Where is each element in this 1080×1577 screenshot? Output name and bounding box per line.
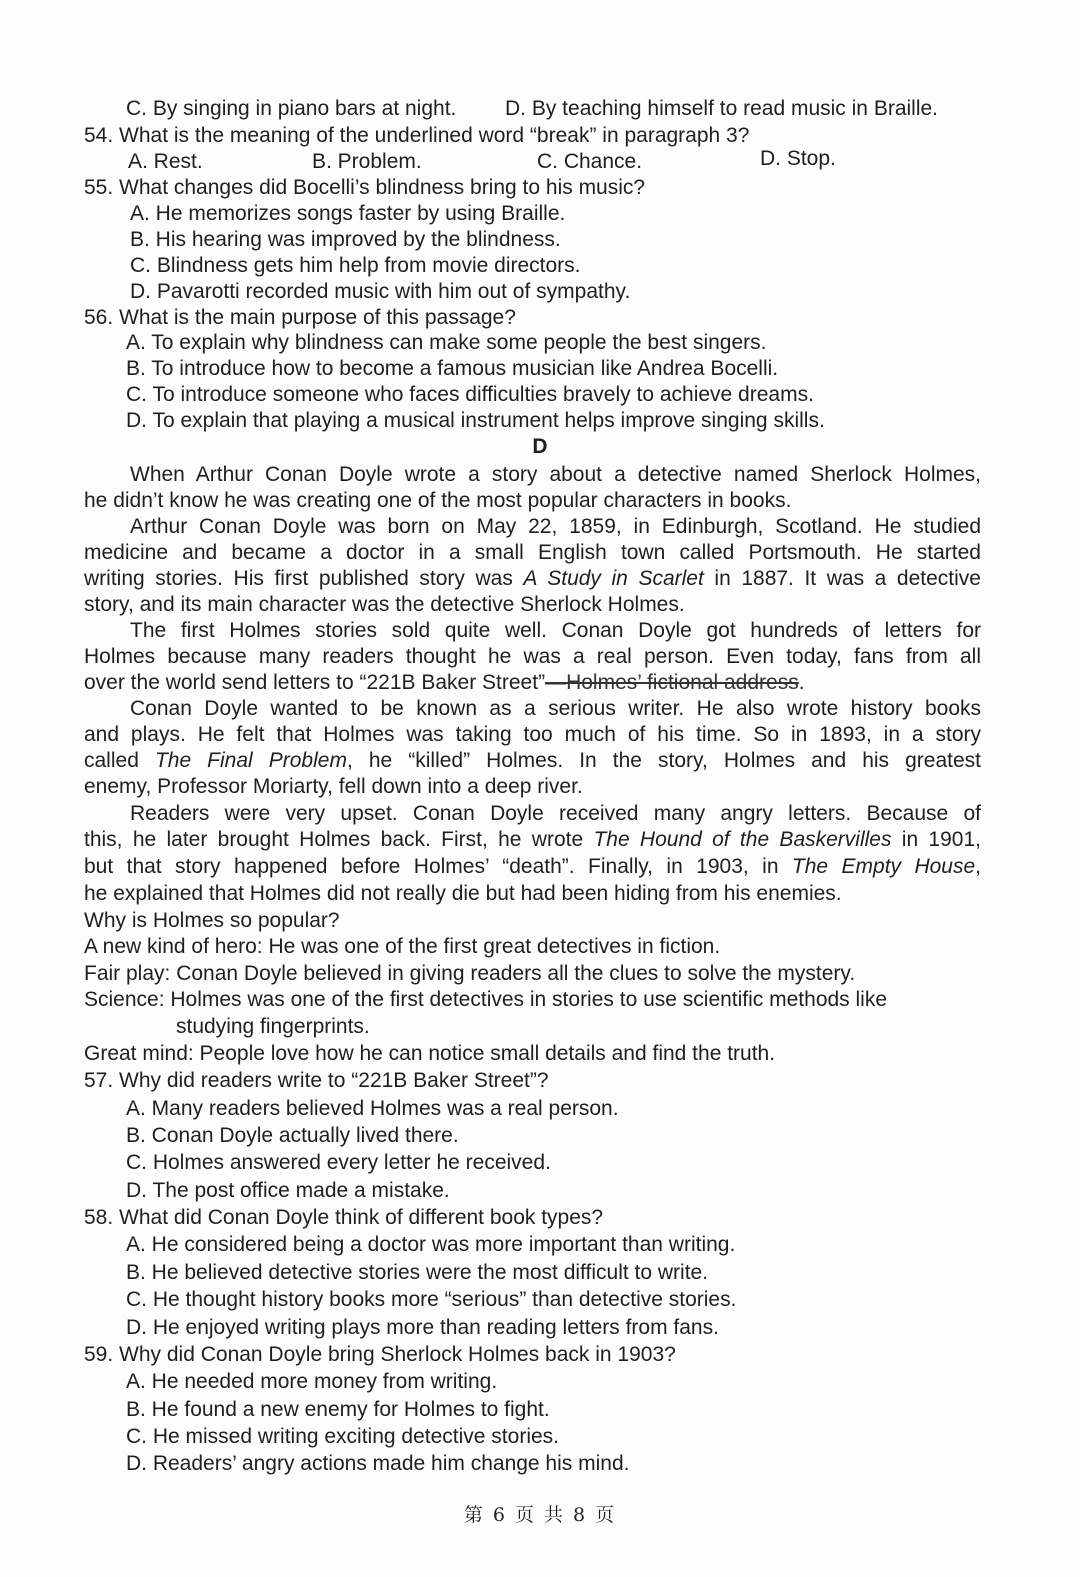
reason-science-line2: studying fingerprints. (176, 1015, 370, 1038)
q57-option-a: A. Many readers believed Holmes was a real person. (126, 1097, 619, 1120)
q59-option-c: C. He missed writing exciting detective stories. (126, 1425, 559, 1448)
passage-p1-line2: he didn’t know he was creating one of the most popular characters in books. (84, 489, 792, 512)
passage-p2-line3-post: in 1887. It was a detective (703, 567, 981, 590)
passage-p5-line3-pre: but that story happened before Holmes’ “death”. Finally, in 1903, in (84, 855, 792, 878)
passage-p3-line3 (84, 670, 805, 696)
passage-p4-line2: and plays. He felt that Holmes was taking too much of his time. So in 1893, in a story (84, 723, 981, 746)
q56-option-d: D. To explain that playing a musical instrument helps improve singing skills. (126, 409, 825, 432)
q59-option-a: A. He needed more money from writing. (126, 1370, 498, 1393)
passage-p2-line3 (84, 566, 981, 592)
q55-option-d: D. Pavarotti recorded music with him out of sympathy. (130, 280, 631, 303)
passage-p3-line2: Holmes because many readers thought he was a real person. Even today, fans from all (84, 645, 981, 668)
q59-option-b: B. He found a new enemy for Holmes to fight. (126, 1398, 550, 1421)
q59-stem: 59. Why did Conan Doyle bring Sherlock Holmes back in 1903? (84, 1343, 676, 1366)
book-title-study-in-scarlet: A Study in Scarlet (523, 567, 704, 590)
q54-stem: 54. What is the meaning of the underlined word “break” in paragraph 3? (84, 124, 750, 147)
section-heading: D (532, 435, 548, 458)
passage-p3-line1: The first Holmes stories sold quite well. Conan Doyle got hundreds of letters for (130, 619, 981, 642)
q57-stem: 57. Why did readers write to “221B Baker Street”? (84, 1069, 549, 1092)
passage-p2-line2: medicine and became a doctor in a small English town called Portsmouth. He started (84, 541, 981, 564)
q59-option-d: D. Readers’ angry actions made him change his mind. (126, 1452, 630, 1475)
passage-p4-line1: Conan Doyle wanted to be known as a serious writer. He also wrote history books (130, 697, 981, 720)
book-title-final-problem: The Final Problem (154, 749, 347, 772)
passage-p2-line1: Arthur Conan Doyle was born on May 22, 1859, in Edinburgh, Scotland. He studied (130, 515, 981, 538)
q57-option-d: D. The post office made a mistake. (126, 1179, 450, 1202)
q53-option-d: D. By teaching himself to read music in Braille. (505, 97, 939, 120)
q56-option-c: C. To introduce someone who faces difficulties bravely to achieve dreams. (126, 383, 814, 406)
struck-through-text: —Holmes’ fictional address (545, 671, 799, 694)
reason-science-line1: Science: Holmes was one of the first detectives in stories to use scientific methods like (84, 988, 888, 1011)
book-title-hound: The Hound of the Baskervilles (593, 828, 892, 851)
q57-option-b: B. Conan Doyle actually lived there. (126, 1124, 459, 1147)
passage-p4-line3-post: , he “killed” Holmes. In the story, Holmes and his greatest (346, 749, 981, 772)
passage-p3-line3-end: . (798, 671, 805, 694)
q54-option-b: B. Problem. (312, 150, 422, 173)
q58-option-d: D. He enjoyed writing plays more than reading letters from fans. (126, 1316, 719, 1339)
book-title-empty-house: The Empty House (791, 855, 976, 878)
q57-option-c: C. Holmes answered every letter he received. (126, 1151, 551, 1174)
q56-option-b: B. To introduce how to become a famous musician like Andrea Bocelli. (126, 357, 779, 380)
passage-p5-line1: Readers were very upset. Conan Doyle received many angry letters. Because of (130, 802, 981, 825)
passage-p5-line3 (84, 854, 981, 880)
reason-fair-play: Fair play: Conan Doyle believed in giving readers all the clues to solve the mystery. (84, 962, 856, 985)
passage-p4-line3-pre: called (84, 749, 155, 772)
passage-p5-line4: he explained that Holmes did not really die but had been hiding from his enemies. (84, 882, 842, 905)
q58-option-c: C. He thought history books more “serious” than detective stories. (126, 1288, 737, 1311)
q53-option-c: C. By singing in piano bars at night. (126, 97, 457, 120)
q54-option-c: C. Chance. (537, 150, 643, 173)
passage-p2-line3-pre: writing stories. His first published story was (84, 567, 524, 590)
q58-stem: 58. What did Conan Doyle think of different book types? (84, 1206, 604, 1229)
reason-new-hero: A new kind of hero: He was one of the first great detectives in fiction. (84, 935, 721, 958)
passage-p1-line1: When Arthur Conan Doyle wrote a story about a detective named Sherlock Holmes, (130, 463, 981, 486)
passage-p5-line2-post: in 1901, (891, 828, 981, 851)
q56-option-a: A. To explain why blindness can make some people the best singers. (126, 331, 767, 354)
passage-p2-line4: story, and its main character was the detective Sherlock Holmes. (84, 593, 685, 616)
q58-option-a: A. He considered being a doctor was more important than writing. (126, 1233, 736, 1256)
passage-p5-line2-pre: this, he later brought Holmes back. First, he wrote (84, 828, 594, 851)
passage-p5-line2 (84, 827, 981, 853)
q54-option-d: D. Stop. (760, 147, 836, 170)
q55-stem: 55. What changes did Bocelli’s blindness bring to his music? (84, 176, 646, 199)
q56-stem: 56. What is the main purpose of this passage? (84, 306, 516, 329)
passage-p4-line3 (84, 748, 981, 774)
reason-great-mind: Great mind: People love how he can notice small details and find the truth. (84, 1042, 776, 1065)
why-popular-heading: Why is Holmes so popular? (84, 909, 340, 932)
q58-option-b: B. He believed detective stories were the most difficult to write. (126, 1261, 709, 1284)
q55-option-c: C. Blindness gets him help from movie directors. (130, 254, 581, 277)
passage-p3-line3-pre: over the world send letters to “221B Baker Street” (84, 671, 546, 694)
passage-p4-line4: enemy, Professor Moriarty, fell down into a deep river. (84, 775, 583, 798)
q54-option-a: A. Rest. (128, 150, 203, 173)
passage-p5-line3-post: , (975, 855, 981, 878)
page-number-footer: 第 6 页 共 8 页 (463, 1504, 617, 1526)
q55-option-b: B. His hearing was improved by the blindness. (130, 228, 561, 251)
q55-option-a: A. He memorizes songs faster by using Braille. (130, 202, 566, 225)
